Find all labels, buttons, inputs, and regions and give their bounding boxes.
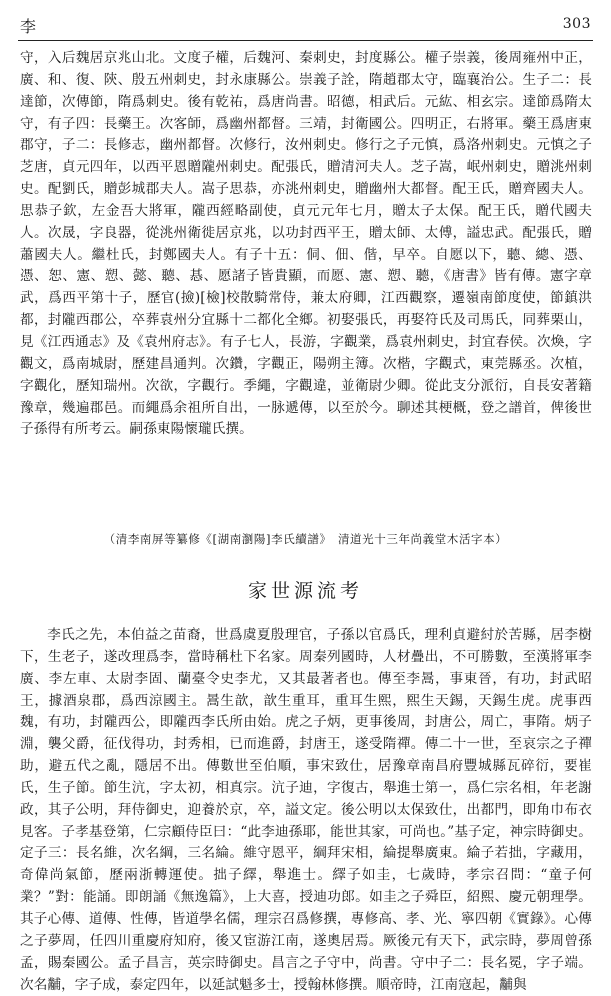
genealogy-paragraph: 守，入后魏居京兆山北。文度子權，后魏河、秦刺史，封度縣公。權子崇義，後周雍州中正，廣、和、復、陝、殷五州刺史，封永康縣公。崇義子詮，隋趙郡太守，臨襄治公。生子二：長達節，次傳節，隋爲刺史。後有乾祐，爲唐尚書。昭德，相武后。元紘、相玄宗。達節爲隋太守，有子四：長藥王。次客師，爲幽州都督。三靖，封衛國公。四明正，右將軍。藥王爲唐東郡守，子二：長修志，幽州都督。次修行，汝州刺史。修行之子元慎，爲洛州刺史。元慎之子芝唐，貞元四年，以西平恩贈隴州刺史。配張氏，贈清河夫人。芝子嵩，岷州刺史，贈洮州刺史。配劉氏，贈彭城郡夫人。嵩子思恭，亦洮州刺史，贈幽州大都督。配王氏，贈齊國夫人。思恭子欽，左金吾大將軍，隴西經略副使，貞元元年七月，贈太子太保。配王氏，贈代國夫人。次晟，字良器，從洮州衛徙居京兆，以功封西平王，贈太師、太傅，謚忠武。配張氏，贈蕭國夫人。繼杜氏，封鄭國夫人。有子十五：侗、佃、偕，早卒。自愿以下，聽、總、憑、憑、恕、憲、愬、懿、聽、惎、愿諸子皆貴顯，而愿、憲、愬、聽，《唐書》皆有傳。憲字章武，爲西平第十子，歷官(撿)[檢]校散騎常侍，兼太府卿，江西觀察，遷嶺南節度使，節鎮洪都，封隴西郡公，卒葬袁州分宜縣十二都化全鄉。初娶張氏，再娶符氏及司馬氏，同葬栗山，見《江西通志》及《袁州府志》。有子七人，長游，字觀業，爲袁州刺史，封宜春侯。次煥，字觀文，爲南城尉，歷建昌通判。次鑽，字觀正，陽朔主簿。次楷，字觀式，東莞縣丞。次植，字觀化，歷知瑞州。次欲，字觀行。季繩，字觀違，並衛尉少卿。從此支分派衍，自長安著籍豫章，幾遍郡邑。而繩爲余祖所自出，一脉遞傳，以至於今。聊述其梗概，登之譜首，俾後世子孫得有所考云。嗣孫東陽懷瓏氏撰。 [20,50,592,438]
page-header [18,0,593,38]
header-rule [18,40,593,41]
origin-paragraph: 李氏之先，本伯益之苗裔，世爲虞夏殷理官，子孫以官爲氏，理利貞避紂於苦縣，居李樹下，生老子，遂改理爲李，當時稱杜下名家。周秦列國時，人材疊出，不可勝數，至漢將軍李廣、李左車、太尉李固、蘭臺令史李尤，又其最著者也。傳至李暠，事東晉，有功，封武昭王，據酒泉郡，爲西涼國主。暠生歆，歆生重耳，重耳生熙，熙生天錫，天錫生虎。虎事西魏，有功，封隴西公，即隴西李氏所由始。虎之子炳，更事後周，封唐公，周亡，事隋。炳子淵，襲父爵，征伐得功，封秀相，已而進爵，封唐王，遂受隋禪。傳二十一世，至哀宗之子禪助，避五代之亂，隱居不出。傳數世至伯順，事宋致仕，居豫章南昌府豐城縣瓦碎衍，要崔氏，生子節。節生沆，字太初，相真宗。沆子迪，字復古，舉進士第一，爲仁宗名相，年老謝政，其子公明，拜侍御史，迎養於京，卒，謚文定。後公明以太保致仕，出都門，即角巾布衣見客。子孝基登第，仁宗顧侍臣曰：“此李迪孫耶，能世其家，可尚也。”基子定，神宗時御史。定子三：長名維，次名綱，三名綸。維守恩平，綱拜宋相，綸提舉廣東。綸子若拙，字藏用，奇偉尚氣節，歷兩浙轉運使。拙子繹，舉進士。繹子如圭，七歲時，孝宗召問：“童子何業？”對：能誦。即朗誦《無逸篇》，上大喜，授迪功郎。如圭之子舜臣，紹熙、慶元朝理學。其子心傳、道傳、性傳，皆道學名儒，理宗召爲修撰，專修高、孝、光、寧四朝《實錄》。心傳之子夢周，任四川重慶府知府，後又宦游江南，遂奧居焉。厥後元有天下，武宗時，夢周曾孫孟，賜秦國公。孟子昌言，英宗時御史。昌言之子守中，尚書。守中子二：長名冕，字子端。次名黼，字子成，泰定四年，以延試魁多士，授翰林修撰。順帝時，江南寇起，黼與 [20,627,592,993]
running-head-surname: 李 [20,17,37,36]
section-title: 家世源流考 [247,580,363,602]
source-citation: （清李南屏等纂修《[湖南瀏陽]李氏續譜》 清道光十三年尚義堂木活字本） [103,532,508,546]
page-number: 303 [562,16,591,32]
